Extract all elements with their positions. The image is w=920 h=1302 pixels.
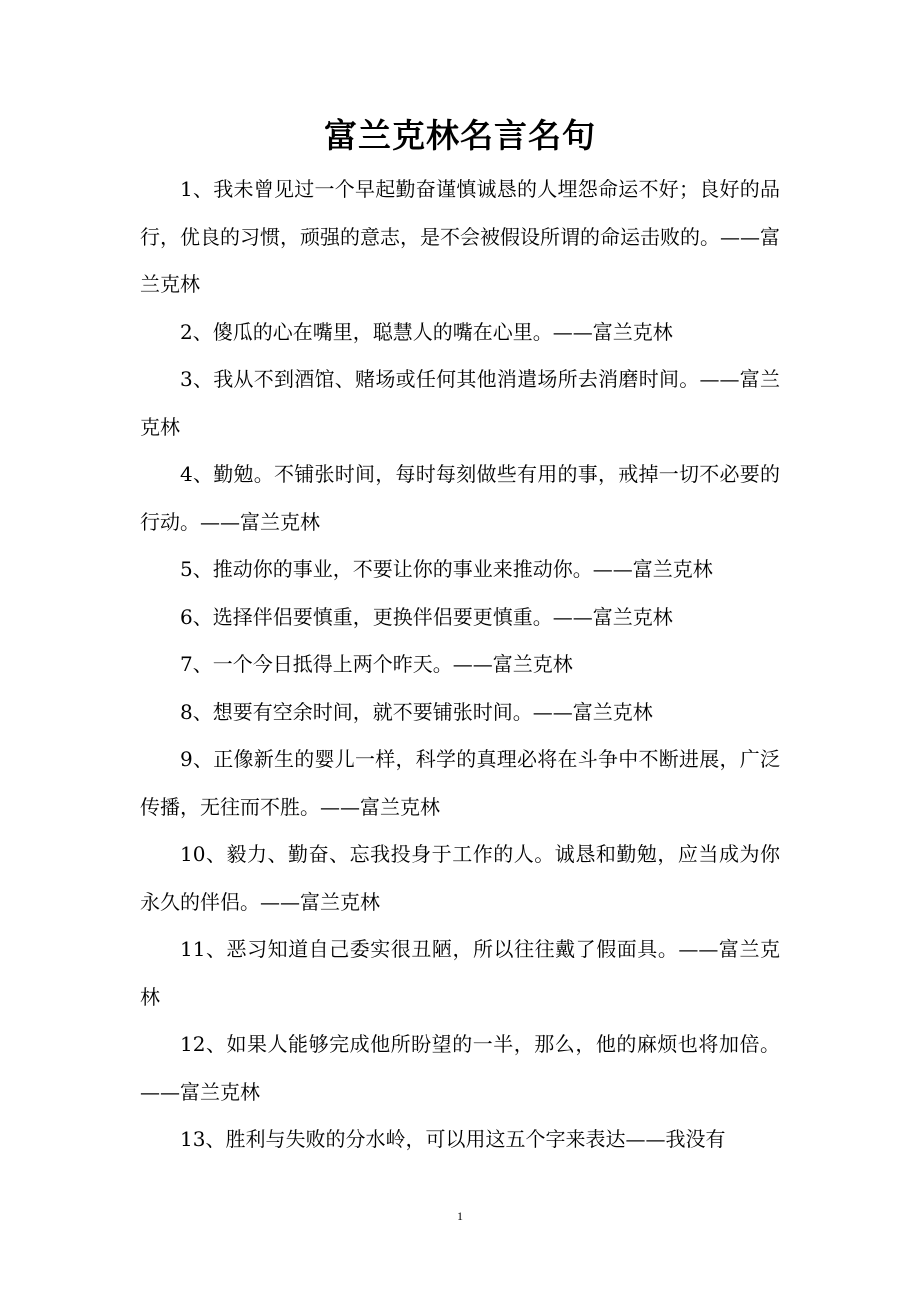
quote-list xyxy=(140,166,780,1164)
quote-paragraph: 7、一个今日抵得上两个昨天。——富兰克林 xyxy=(180,652,573,676)
quote-paragraph: 4、勤勉。不铺张时间，每时每刻做些有用的事，戒掉一切不必要的行动。——富兰克林 xyxy=(140,462,780,534)
quote-paragraph: 5、推动你的事业，不要让你的事业来推动你。——富兰克林 xyxy=(180,557,713,581)
quote-paragraph: 2、傻瓜的心在嘴里，聪慧人的嘴在心里。——富兰克林 xyxy=(180,319,673,344)
quote-paragraph: 13、胜利与失败的分水岭，可以用这五个字来表达——我没有 xyxy=(180,1127,726,1151)
quote-paragraph: 6、选择伴侣要慎重，更换伴侣要更慎重。——富兰克林 xyxy=(180,604,673,629)
page-number: 1 xyxy=(457,1209,463,1223)
quote-paragraph: 1、我未曾见过一个早起勤奋谨慎诚恳的人埋怨命运不好；良好的品行，优良的习惯，顽强的意志，是不会被假设所谓的命运击败的。——富兰克林 xyxy=(140,177,780,296)
quote-paragraph: 11、恶习知道自己委实很丑陋，所以往往戴了假面具。——富兰克林 xyxy=(140,937,780,1009)
quote-paragraph: 10、毅力、勤奋、忘我投身于工作的人。诚恳和勤勉，应当成为你永久的伴侣。——富兰克林 xyxy=(140,842,780,914)
quote-paragraph: 3、我从不到酒馆、赌场或任何其他消遣场所去消磨时间。——富兰克林 xyxy=(140,367,780,439)
quote-paragraph: 9、正像新生的婴儿一样，科学的真理必将在斗争中不断进展，广泛传播，无往而不胜。——富兰克林 xyxy=(140,747,780,819)
quote-paragraph: 8、想要有空余时间，就不要铺张时间。——富兰克林 xyxy=(180,699,653,724)
quote-paragraph: 12、如果人能够完成他所盼望的一半，那么，他的麻烦也将加倍。——富兰克林 xyxy=(140,1032,780,1104)
document-title: 富兰克林名言名句 xyxy=(324,116,596,155)
